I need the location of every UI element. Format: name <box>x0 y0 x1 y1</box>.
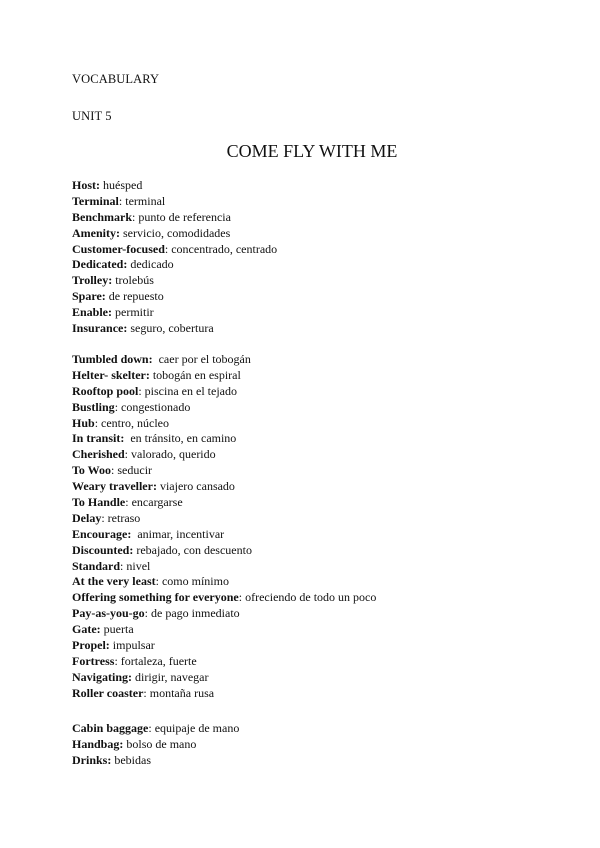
vocab-definition: dirigir, navegar <box>132 669 209 684</box>
vocab-term: Handbag: <box>72 736 124 751</box>
vocab-term: At the very least <box>72 574 156 589</box>
vocab-entry <box>72 368 376 384</box>
vocab-definition: : centro, núcleo <box>94 415 169 430</box>
vocab-definition: bebidas <box>111 752 151 767</box>
vocab-term: Terminal <box>72 193 119 208</box>
vocab-term: Dedicated: <box>72 257 128 272</box>
vocab-definition: impulsar <box>109 638 155 653</box>
vocab-entry <box>72 721 239 737</box>
vocab-term: Roller coaster <box>72 685 144 700</box>
vocab-entry <box>72 194 277 210</box>
vocab-entry <box>72 273 277 289</box>
vocab-entry <box>72 622 376 638</box>
vocab-term: Tumbled down: <box>72 352 153 366</box>
vocab-entry <box>72 590 376 606</box>
vocab-definition: : ofreciendo de todo un poco <box>238 590 377 605</box>
vocab-definition: : terminal <box>118 193 166 208</box>
vocab-definition: animar, incentivar <box>131 526 225 541</box>
vocab-definition: : de pago inmediato <box>144 606 240 621</box>
vocab-definition: : como mínimo <box>155 574 229 589</box>
vocabulary-list-3 <box>72 721 239 769</box>
vocab-entry <box>72 527 376 543</box>
vocab-definition: en tránsito, en camino <box>124 431 237 446</box>
vocab-term: Amenity: <box>72 225 120 240</box>
vocab-entry <box>72 479 376 495</box>
vocab-entry <box>72 654 376 670</box>
vocab-entry <box>72 463 376 479</box>
vocab-definition: puerta <box>100 622 134 637</box>
vocab-entry <box>72 543 376 559</box>
vocab-term: Discounted: <box>72 542 134 557</box>
vocab-term: Helter- skelter: <box>72 367 150 382</box>
vocab-entry <box>72 495 376 511</box>
vocab-entry <box>72 737 239 753</box>
vocab-definition: : congestionado <box>114 399 191 414</box>
vocab-term: In transit: <box>72 431 125 446</box>
vocab-term: Hub <box>72 415 95 430</box>
unit-heading: UNIT 5 <box>72 109 112 123</box>
vocab-entry <box>72 226 277 242</box>
vocab-term: Host: <box>72 178 100 192</box>
vocab-term: To Woo <box>72 463 112 478</box>
vocab-term: Insurance: <box>72 321 128 336</box>
vocab-entry <box>72 178 277 194</box>
vocab-definition: : punto de referencia <box>132 209 231 224</box>
vocab-entry <box>72 670 376 686</box>
vocab-term: Spare: <box>72 289 106 304</box>
vocab-term: Cherished <box>72 447 125 462</box>
vocab-entry <box>72 210 277 226</box>
vocab-definition: : nivel <box>120 558 151 573</box>
vocab-definition: trolebús <box>112 273 154 288</box>
vocab-definition: : fortaleza, fuerte <box>114 653 197 668</box>
vocab-entry <box>72 305 277 321</box>
vocab-term: Trolley: <box>72 273 113 288</box>
vocab-definition: : encargarse <box>125 495 183 510</box>
vocab-entry <box>72 606 376 622</box>
vocab-definition: : equipaje de mano <box>148 721 240 735</box>
vocab-term: Encourage: <box>72 526 132 541</box>
vocab-term: To Handle <box>72 495 126 510</box>
page-title: COME FLY WITH ME <box>226 141 398 161</box>
vocab-term: Drinks: <box>72 752 112 767</box>
vocabulary-heading: VOCABULARY <box>72 72 160 86</box>
vocab-definition: de repuesto <box>105 289 164 304</box>
vocab-term: Delay <box>72 510 102 525</box>
vocab-term: Cabin baggage <box>72 721 149 735</box>
vocab-entry <box>72 686 376 702</box>
vocab-term: Fortress <box>72 653 115 668</box>
vocab-definition: : montaña rusa <box>143 685 215 700</box>
vocab-entry <box>72 574 376 590</box>
vocab-entry <box>72 447 376 463</box>
vocab-definition: : retraso <box>101 510 141 525</box>
vocab-term: Bustling <box>72 399 115 414</box>
vocab-entry <box>72 400 376 416</box>
vocab-definition: caer por el tobogán <box>152 352 251 366</box>
vocab-term: Offering something for everyone <box>72 590 239 605</box>
vocab-term: Navigating: <box>72 669 132 684</box>
vocab-entry <box>72 431 376 447</box>
vocab-entry <box>72 416 376 432</box>
vocab-term: Gate: <box>72 622 101 637</box>
vocabulary-list-1 <box>72 178 277 337</box>
vocab-definition: permitir <box>112 305 154 320</box>
vocab-term: Rooftop pool <box>72 383 139 398</box>
vocab-term: Enable: <box>72 305 113 320</box>
vocab-definition: rebajado, con descuento <box>133 542 252 557</box>
vocab-term: Customer-focused <box>72 241 165 256</box>
vocab-term: Pay-as-you-go <box>72 606 145 621</box>
vocab-definition: : valorado, querido <box>124 447 216 462</box>
vocab-definition: seguro, cobertura <box>127 321 214 336</box>
vocab-entry <box>72 257 277 273</box>
vocab-entry <box>72 753 239 769</box>
vocab-definition: dedicado <box>127 257 174 272</box>
vocab-term: Propel: <box>72 638 110 653</box>
vocab-entry <box>72 559 376 575</box>
vocab-entry <box>72 511 376 527</box>
vocab-definition: servicio, comodidades <box>120 225 231 240</box>
vocab-entry <box>72 289 277 305</box>
vocab-definition: bolso de mano <box>123 736 197 751</box>
vocab-entry <box>72 242 277 258</box>
vocab-definition: : seducir <box>111 463 153 478</box>
vocab-term: Standard <box>72 558 121 573</box>
vocab-term: Benchmark <box>72 209 132 224</box>
vocab-entry <box>72 638 376 654</box>
vocab-entry <box>72 384 376 400</box>
vocab-term: Weary traveller: <box>72 479 157 494</box>
vocab-definition: viajero cansado <box>156 479 235 494</box>
vocab-entry <box>72 321 277 337</box>
vocab-entry <box>72 352 376 368</box>
vocab-definition: : piscina en el tejado <box>138 383 237 398</box>
vocab-definition: tobogán en espiral <box>149 367 241 382</box>
vocab-definition: : concentrado, centrado <box>164 241 278 256</box>
vocab-definition: huésped <box>100 178 143 192</box>
vocabulary-list-2 <box>72 352 376 702</box>
